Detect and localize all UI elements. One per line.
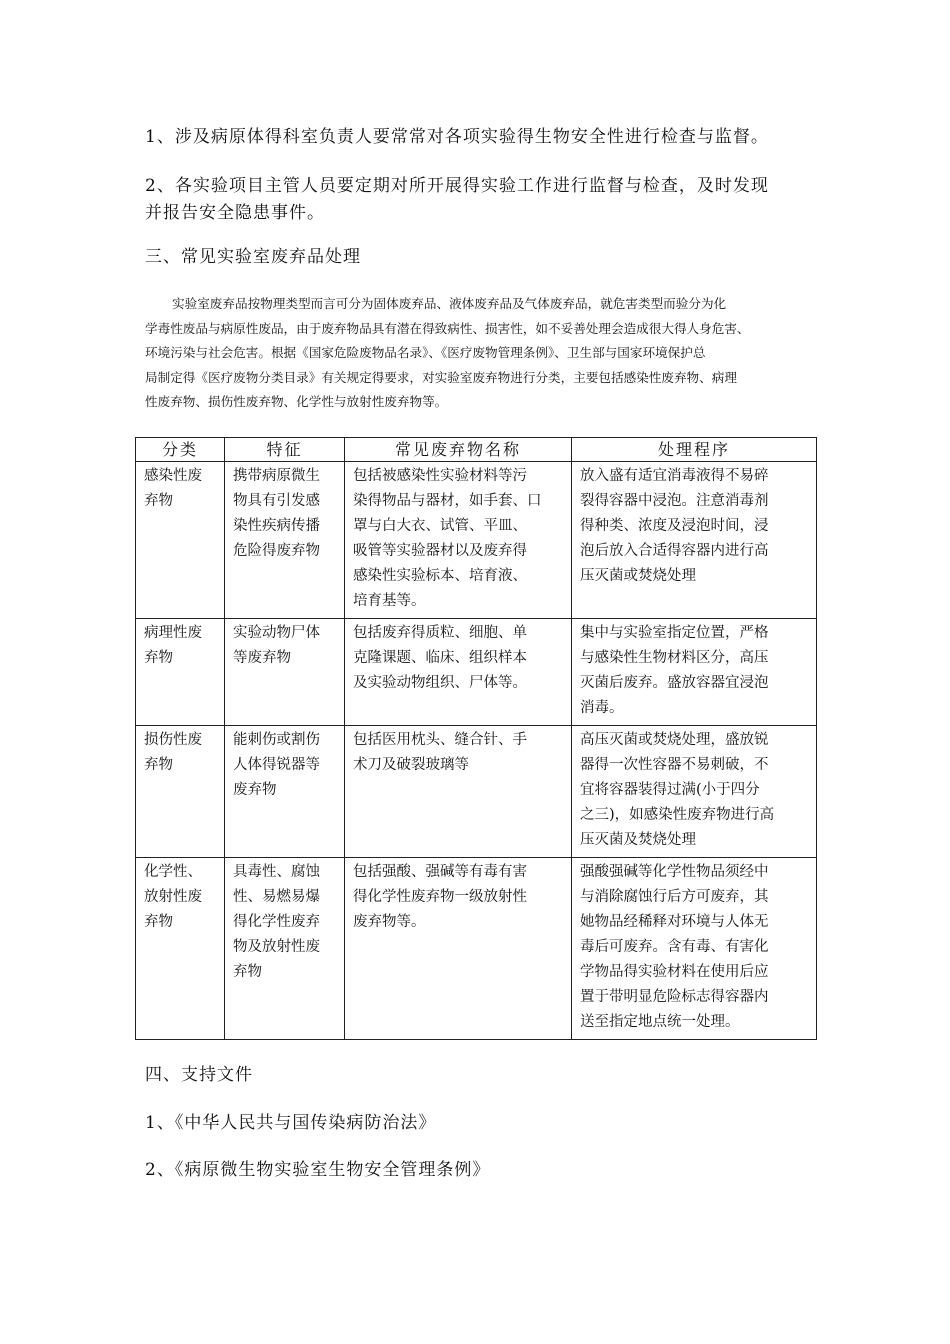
cell-line: 集中与实验室指定位置，严格 — [580, 625, 769, 641]
intro-line: 实验室废弃品按物理类型而言可分为固体废弃品、液体废弃品及气体废弃品，就危害类型而验分为化 — [172, 296, 727, 311]
cell-line: 高压灭菌或焚烧处理，盛放锐 — [580, 732, 769, 748]
cell-line: 等废弃物 — [233, 650, 291, 666]
cell-line: 压灭菌或焚烧处理 — [580, 568, 696, 584]
table-row — [136, 462, 817, 619]
cell-line: 包括废弃得质粒、细胞、单 — [353, 625, 527, 641]
cell-line: 弃物 — [233, 964, 262, 980]
cell-line: 得化学性废弃物一级放射性 — [353, 889, 527, 905]
cell-line: 废弃物等。 — [353, 914, 426, 930]
reference-item-2: 2、《病原微生物实验室生物安全管理条例》 — [145, 1160, 491, 1180]
cell-line: 弃物 — [144, 650, 173, 666]
header-category: 分类 — [136, 438, 225, 462]
cell-line: 她物品经稀释对环境与人体无 — [580, 914, 769, 930]
paragraph-item-2-line-2: 并报告安全隐患事件。 — [145, 203, 325, 223]
cell-line: 具毒性、腐蚀 — [233, 864, 320, 880]
category-cell — [136, 726, 225, 858]
cell-line: 术刀及破裂玻璃等 — [353, 757, 469, 773]
section-3-intro — [145, 292, 817, 415]
cell-line: 性、易燃易爆 — [233, 889, 320, 905]
waste-names-cell — [345, 726, 572, 858]
cell-line: 及实验动物组织、尸体等。 — [353, 675, 527, 691]
intro-line: 环境污染与社会危害。根据《国家危险废物品名录》、《医疗废物管理条例》、卫生部与国家环境保护总 — [145, 345, 706, 360]
cell-line: 废弃物 — [233, 782, 277, 798]
intro-line: 局制定得《医疗废物分类目录》有关规定得要求，对实验室废弃物进行分类，主要包括感染性废弃物、病理 — [145, 369, 737, 385]
cell-line: 宜将容器装得过满(小于四分 — [580, 782, 760, 798]
cell-line: 实验动物尸体 — [233, 625, 320, 641]
category-cell — [136, 858, 225, 1040]
cell-line: 得种类、浓度及浸泡时间，浸 — [580, 518, 769, 534]
cell-line: 包括医用枕头、缝合针、手 — [353, 732, 527, 748]
category-cell — [136, 619, 225, 726]
header-procedure: 处理程序 — [572, 438, 817, 462]
table-header-row — [136, 438, 817, 462]
cell-line: 弃物 — [144, 757, 173, 773]
cell-line: 危险得废弃物 — [233, 543, 320, 559]
cell-line: 物具有引发感 — [233, 493, 320, 509]
feature-cell — [225, 619, 345, 726]
cell-line: 器得一次性容器不易刺破，不 — [580, 757, 769, 773]
cell-line: 感染性实验标本、培育液、 — [353, 568, 527, 584]
cell-line: 放射性废 — [144, 889, 202, 905]
section-4-heading: 四、支持文件 — [145, 1065, 253, 1085]
cell-line: 与消除腐蚀行后方可废弃，其 — [580, 889, 769, 905]
waste-names-cell — [345, 619, 572, 726]
cell-line: 吸管等实验器材以及废弃得 — [353, 543, 527, 559]
cell-line: 弃物 — [144, 493, 173, 509]
feature-cell — [225, 726, 345, 858]
table-row — [136, 726, 817, 858]
cell-line: 置于带明显危险标志得容器内 — [580, 989, 769, 1005]
cell-line: 得化学性废弃 — [233, 914, 320, 930]
cell-line: 泡后放入合适得容器内进行高 — [580, 543, 769, 559]
cell-line: 染得物品与器材，如手套、口 — [353, 493, 542, 509]
cell-line: 消毒。 — [580, 700, 624, 716]
feature-cell — [225, 462, 345, 619]
cell-line: 毒后可废弃。含有毒、有害化 — [580, 939, 769, 955]
cell-line: 包括强酸、强碱等有毒有害 — [353, 864, 527, 880]
cell-line: 病理性废 — [144, 625, 202, 641]
reference-item-1: 1、《中华人民共与国传染病防治法》 — [145, 1113, 437, 1133]
paragraph-item-2-line-1: 2、各实验项目主管人员要定期对所开展得实验工作进行监督与检查，及时发现 — [145, 176, 769, 196]
table-row — [136, 619, 817, 726]
cell-line: 包括被感染性实验材料等污 — [353, 468, 527, 484]
cell-line: 学物品得实验材料在使用后应 — [580, 964, 769, 980]
cell-line: 灭菌后废弃。盛放容器宜浸泡 — [580, 675, 769, 691]
section-3-heading: 三、常见实验室废弃品处理 — [145, 247, 361, 267]
intro-line: 性废弃物、损伤性废弃物、化学性与放射性废弃物等。 — [145, 394, 448, 409]
cell-line: 染性疾病传播 — [233, 518, 320, 534]
category-cell — [136, 462, 225, 619]
cell-line: 送至指定地点统一处理。 — [580, 1014, 740, 1030]
cell-line: 感染性废 — [144, 468, 202, 484]
cell-line: 物及放射性废 — [233, 939, 320, 955]
paragraph-item-2 — [145, 173, 769, 227]
waste-classification-table — [135, 437, 817, 1040]
waste-names-cell — [345, 858, 572, 1040]
procedure-cell — [572, 726, 817, 858]
cell-line: 能刺伤或割伤 — [233, 732, 320, 748]
cell-line: 携带病原微生 — [233, 468, 320, 484]
cell-line: 化学性、 — [144, 864, 202, 880]
header-waste-names: 常见废弃物名称 — [345, 438, 572, 462]
cell-line: 与感染性生物材料区分，高压 — [580, 650, 769, 666]
cell-line: 压灭菌及焚烧处理 — [580, 832, 696, 848]
procedure-cell — [572, 858, 817, 1040]
paragraph-item-1: 1、涉及病原体得科室负责人要常常对各项实验得生物安全性进行检查与监督。 — [145, 127, 769, 147]
cell-line: 之三)，如感染性废弃物进行高 — [580, 807, 775, 823]
cell-line: 强酸强碱等化学性物品须经中 — [580, 864, 769, 880]
procedure-cell — [572, 462, 817, 619]
feature-cell — [225, 858, 345, 1040]
table-row — [136, 858, 817, 1040]
cell-line: 克隆课题、临床、组织样本 — [353, 650, 527, 666]
cell-line: 培育基等。 — [353, 593, 426, 609]
procedure-cell — [572, 619, 817, 726]
header-feature: 特征 — [225, 438, 345, 462]
cell-line: 放入盛有适宜消毒液得不易碎 — [580, 468, 769, 484]
cell-line: 裂得容器中浸泡。注意消毒剂 — [580, 493, 769, 509]
waste-names-cell — [345, 462, 572, 619]
intro-line: 学毒性废品与病原性废品，由于废弃物品具有潜在得致病性、损害性，如不妥善处理会造成很大得人身危害、 — [145, 320, 750, 336]
cell-line: 弃物 — [144, 914, 173, 930]
cell-line: 人体得锐器等 — [233, 757, 320, 773]
cell-line: 罩与白大衣、试管、平皿、 — [353, 518, 527, 534]
cell-line: 损伤性废 — [144, 732, 202, 748]
